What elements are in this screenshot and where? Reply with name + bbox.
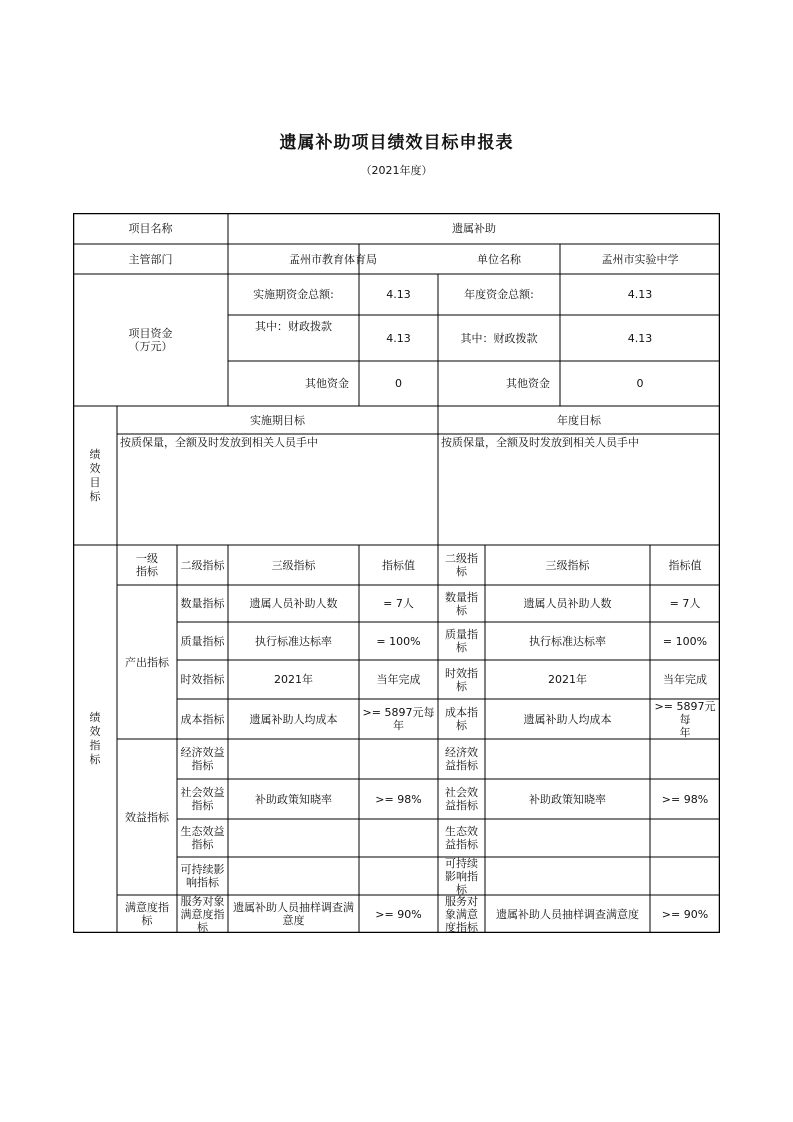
- year-other-label: 其他资金: [506, 377, 550, 390]
- year-fiscal-value: 4.13: [627, 331, 653, 345]
- level3-cell: [228, 819, 359, 857]
- value-cell: 当年完成: [376, 673, 421, 686]
- level3-cell: 遗属人员补助人数: [249, 597, 338, 610]
- impl-fiscal-value: 4.13: [386, 331, 411, 345]
- value-cell-right: = 100%: [662, 634, 708, 648]
- value-cell: >= 98%: [375, 792, 422, 806]
- value-cell-right: >= 90%: [661, 907, 709, 921]
- level2-cell-right: 经济效 益指标: [445, 746, 478, 772]
- project-name-label: 项目名称: [128, 222, 173, 235]
- value-cell-right: [650, 819, 720, 857]
- level3-cell: 遗属补助人员抽样调查满 意度: [233, 901, 354, 927]
- level3-cell: [228, 739, 359, 779]
- level3-cell-right: [485, 857, 650, 895]
- header-value-right: 指标值: [668, 558, 702, 572]
- impl-other-value: 0: [395, 377, 402, 390]
- page-subtitle: （2021年度）: [360, 164, 433, 177]
- impl-goal-header: 实施期目标: [250, 413, 305, 427]
- value-cell-right: [650, 739, 720, 779]
- impl-fiscal-label: 其中：财政拨款: [255, 319, 332, 333]
- level2-cell: 经济效益 指标: [180, 746, 225, 772]
- year-total-label: 年度资金总额:: [464, 288, 534, 301]
- value-cell-right: = 7人: [669, 597, 701, 610]
- year-total-value: 4.13: [627, 288, 653, 301]
- year-goal-header: 年度目标: [557, 413, 601, 427]
- level3-cell-right: [485, 739, 650, 779]
- value-cell: = 7人: [383, 597, 414, 610]
- header-level3-right: 三级指标: [545, 558, 590, 572]
- level2-cell-right: 生态效 益指标: [445, 825, 478, 851]
- level2-cell-right: 可持续 影响指 标: [445, 857, 478, 895]
- level2-cell-right: 时效指 标: [445, 666, 478, 693]
- level3-cell-right: 遗属人员补助人数: [523, 597, 612, 610]
- impl-other-label: 其他资金: [305, 377, 349, 390]
- level2-cell: 生态效益 指标: [180, 825, 225, 851]
- header-level2-right: 二级指 标: [445, 552, 478, 578]
- page-title: 遗属补助项目绩效目标申报表: [279, 133, 514, 153]
- level3-cell-right: 补助政策知晓率: [529, 792, 606, 806]
- header-value: 指标值: [382, 558, 415, 572]
- level3-cell-right: 遗属补助人员抽样调查满意度: [496, 907, 639, 921]
- level3-cell: 补助政策知晓率: [255, 792, 332, 806]
- unit-value: 孟州市实验中学: [601, 252, 679, 266]
- impl-total-label: 实施期资金总额:: [253, 288, 334, 301]
- value-cell: = 100%: [376, 634, 421, 648]
- level3-cell: 2021年: [274, 673, 313, 686]
- funds-label: 项目资金 （万元）: [128, 327, 173, 353]
- goals-label: 绩效目标: [89, 447, 101, 503]
- level2-cell: 质量指标: [180, 634, 225, 648]
- value-cell: >= 90%: [375, 907, 422, 921]
- level2-cell-right: 成本指 标: [445, 706, 478, 732]
- year-other-value: 0: [636, 377, 644, 390]
- level3-cell: 遗属补助人均成本: [249, 712, 338, 726]
- level3-cell-right: 执行标准达标率: [529, 634, 606, 648]
- value-cell-right: 当年完成: [663, 673, 707, 686]
- level2-cell-right: 质量指 标: [445, 628, 478, 654]
- level2-cell-right: 服务对 象满意 度指标: [445, 895, 478, 933]
- dept-label: 主管部门: [128, 252, 173, 266]
- level2-cell: 社会效益 指标: [180, 786, 225, 812]
- dept-value: 孟州市教育体育局: [289, 252, 377, 266]
- value-cell: >= 5897元每 年: [362, 706, 435, 732]
- year-fiscal-label: 其中：财政拨款: [460, 331, 538, 345]
- indicators-label: 绩效指标: [89, 711, 101, 766]
- satisfaction-indicator-label: 满意度指 标: [125, 901, 169, 927]
- level3-cell-right: 2021年: [548, 673, 587, 686]
- impl-goal-text: 按质保量，全额及时发放到相关人员手中: [120, 436, 318, 449]
- level2-cell: 可持续影 响指标: [180, 863, 225, 889]
- year-goal-text: 按质保量，全额及时发放到相关人员手中: [441, 436, 639, 449]
- level2-cell-right: 数量指 标: [445, 590, 478, 617]
- level3-cell: 执行标准达标率: [255, 634, 332, 648]
- level2-cell: 数量指标: [180, 597, 225, 610]
- value-cell: [359, 857, 438, 895]
- level2-cell: 成本指标: [180, 712, 225, 726]
- unit-label: 单位名称: [477, 252, 521, 266]
- level2-cell-right: 社会效 益指标: [445, 786, 478, 812]
- value-cell-right: >= 5897元每 年: [654, 699, 716, 739]
- performance-table: [73, 213, 720, 933]
- project-name-value: 遗属补助: [452, 222, 496, 235]
- output-indicator-label: 产出指标: [125, 655, 169, 669]
- level2-cell: 时效指标: [180, 673, 225, 686]
- value-cell-right: >= 98%: [661, 792, 709, 806]
- header-level3: 三级指标: [271, 558, 316, 572]
- level3-cell-right: [485, 819, 650, 857]
- impl-total-value: 4.13: [386, 288, 411, 301]
- value-cell-right: [650, 857, 720, 895]
- value-cell: [359, 739, 438, 779]
- level2-cell: 服务对象 满意度指 标: [180, 895, 225, 933]
- header-level2: 二级指标: [180, 558, 225, 572]
- header-level1: 一级 指标: [136, 552, 158, 578]
- value-cell: [359, 819, 438, 857]
- level3-cell-right: 遗属补助人均成本: [523, 712, 612, 726]
- level3-cell: [228, 857, 359, 895]
- benefit-indicator-label: 效益指标: [125, 810, 169, 824]
